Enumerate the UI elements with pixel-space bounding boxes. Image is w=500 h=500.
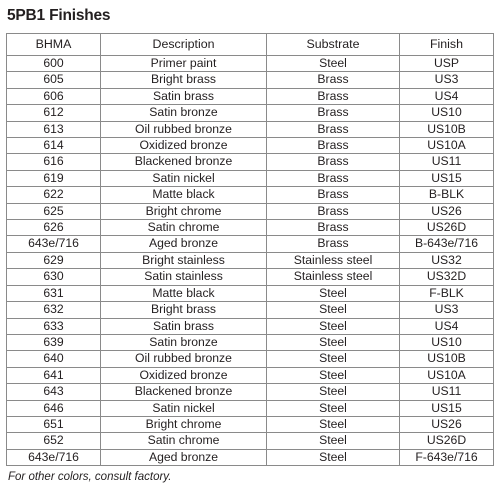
cell-substrate: Steel bbox=[267, 384, 400, 400]
cell-description: Satin nickel bbox=[101, 400, 267, 416]
cell-description: Matte black bbox=[101, 285, 267, 301]
cell-description: Satin chrome bbox=[101, 220, 267, 236]
cell-bhma: 606 bbox=[7, 88, 101, 104]
cell-description: Oil rubbed bronze bbox=[101, 121, 267, 137]
cell-finish: US10 bbox=[400, 334, 494, 350]
cell-finish: F-643e/716 bbox=[400, 449, 494, 465]
cell-description: Aged bronze bbox=[101, 449, 267, 465]
cell-substrate: Brass bbox=[267, 170, 400, 186]
cell-description: Matte black bbox=[101, 187, 267, 203]
table-body bbox=[7, 56, 494, 466]
cell-description: Bright stainless bbox=[101, 252, 267, 268]
cell-substrate: Brass bbox=[267, 121, 400, 137]
table-row bbox=[7, 220, 494, 236]
table-row bbox=[7, 88, 494, 104]
page-title: 5PB1 Finishes bbox=[7, 7, 111, 24]
cell-finish: US32D bbox=[400, 269, 494, 285]
cell-finish: US10B bbox=[400, 351, 494, 367]
cell-bhma: 619 bbox=[7, 170, 101, 186]
table-row bbox=[7, 318, 494, 334]
cell-finish: US3 bbox=[400, 302, 494, 318]
cell-finish: US3 bbox=[400, 72, 494, 88]
cell-bhma: 643e/716 bbox=[7, 236, 101, 252]
cell-substrate: Steel bbox=[267, 416, 400, 432]
cell-description: Satin brass bbox=[101, 88, 267, 104]
table-row bbox=[7, 154, 494, 170]
cell-substrate: Brass bbox=[267, 187, 400, 203]
table-header bbox=[7, 34, 494, 56]
cell-substrate: Brass bbox=[267, 154, 400, 170]
cell-substrate: Steel bbox=[267, 318, 400, 334]
cell-description: Satin chrome bbox=[101, 433, 267, 449]
cell-finish: B-BLK bbox=[400, 187, 494, 203]
cell-finish: US10A bbox=[400, 367, 494, 383]
cell-description: Oil rubbed bronze bbox=[101, 351, 267, 367]
cell-substrate: Stainless steel bbox=[267, 269, 400, 285]
cell-finish: US10 bbox=[400, 105, 494, 121]
cell-substrate: Steel bbox=[267, 400, 400, 416]
cell-finish: US15 bbox=[400, 400, 494, 416]
table-row bbox=[7, 187, 494, 203]
table-row bbox=[7, 351, 494, 367]
cell-finish: US10B bbox=[400, 121, 494, 137]
cell-bhma: 640 bbox=[7, 351, 101, 367]
cell-description: Satin bronze bbox=[101, 105, 267, 121]
table-row bbox=[7, 367, 494, 383]
cell-bhma: 605 bbox=[7, 72, 101, 88]
cell-bhma: 641 bbox=[7, 367, 101, 383]
finishes-table bbox=[6, 33, 494, 466]
table-row bbox=[7, 416, 494, 432]
cell-bhma: 643 bbox=[7, 384, 101, 400]
table-row bbox=[7, 170, 494, 186]
table-row bbox=[7, 105, 494, 121]
cell-finish: F-BLK bbox=[400, 285, 494, 301]
cell-finish: US10A bbox=[400, 138, 494, 154]
table-row bbox=[7, 252, 494, 268]
cell-bhma: 652 bbox=[7, 433, 101, 449]
cell-substrate: Steel bbox=[267, 433, 400, 449]
cell-finish: US26D bbox=[400, 433, 494, 449]
cell-description: Primer paint bbox=[101, 56, 267, 72]
cell-bhma: 622 bbox=[7, 187, 101, 203]
header-substrate: Substrate bbox=[267, 34, 400, 56]
cell-substrate: Brass bbox=[267, 138, 400, 154]
cell-finish: US11 bbox=[400, 154, 494, 170]
cell-substrate: Steel bbox=[267, 302, 400, 318]
cell-substrate: Brass bbox=[267, 203, 400, 219]
cell-bhma: 616 bbox=[7, 154, 101, 170]
table-row bbox=[7, 138, 494, 154]
cell-description: Bright chrome bbox=[101, 416, 267, 432]
cell-finish: US26 bbox=[400, 416, 494, 432]
cell-description: Oxidized bronze bbox=[101, 138, 267, 154]
cell-finish: US4 bbox=[400, 88, 494, 104]
cell-finish: USP bbox=[400, 56, 494, 72]
cell-finish: US11 bbox=[400, 384, 494, 400]
cell-bhma: 600 bbox=[7, 56, 101, 72]
cell-bhma: 630 bbox=[7, 269, 101, 285]
header-row bbox=[7, 34, 494, 56]
cell-substrate: Steel bbox=[267, 285, 400, 301]
table-row bbox=[7, 384, 494, 400]
cell-description: Oxidized bronze bbox=[101, 367, 267, 383]
table-row bbox=[7, 236, 494, 252]
cell-description: Bright brass bbox=[101, 72, 267, 88]
cell-substrate: Brass bbox=[267, 72, 400, 88]
table-row bbox=[7, 121, 494, 137]
table-row bbox=[7, 269, 494, 285]
table-row bbox=[7, 449, 494, 465]
table-row bbox=[7, 56, 494, 72]
cell-substrate: Steel bbox=[267, 351, 400, 367]
table-row bbox=[7, 203, 494, 219]
table-row bbox=[7, 433, 494, 449]
cell-bhma: 629 bbox=[7, 252, 101, 268]
cell-description: Blackened bronze bbox=[101, 384, 267, 400]
cell-substrate: Brass bbox=[267, 220, 400, 236]
cell-finish: US32 bbox=[400, 252, 494, 268]
table-row bbox=[7, 302, 494, 318]
cell-bhma: 632 bbox=[7, 302, 101, 318]
cell-substrate: Steel bbox=[267, 367, 400, 383]
cell-substrate: Steel bbox=[267, 449, 400, 465]
cell-bhma: 612 bbox=[7, 105, 101, 121]
cell-bhma: 614 bbox=[7, 138, 101, 154]
cell-substrate: Brass bbox=[267, 236, 400, 252]
header-bhma: BHMA bbox=[7, 34, 101, 56]
cell-substrate: Steel bbox=[267, 334, 400, 350]
cell-finish: B-643e/716 bbox=[400, 236, 494, 252]
cell-substrate: Steel bbox=[267, 56, 400, 72]
cell-finish: US15 bbox=[400, 170, 494, 186]
cell-substrate: Brass bbox=[267, 105, 400, 121]
cell-description: Satin bronze bbox=[101, 334, 267, 350]
table-row bbox=[7, 334, 494, 350]
cell-finish: US26 bbox=[400, 203, 494, 219]
cell-bhma: 613 bbox=[7, 121, 101, 137]
cell-substrate: Brass bbox=[267, 88, 400, 104]
cell-bhma: 631 bbox=[7, 285, 101, 301]
cell-bhma: 626 bbox=[7, 220, 101, 236]
cell-description: Bright chrome bbox=[101, 203, 267, 219]
table-row bbox=[7, 72, 494, 88]
cell-finish: US26D bbox=[400, 220, 494, 236]
cell-bhma: 633 bbox=[7, 318, 101, 334]
cell-bhma: 643e/716 bbox=[7, 449, 101, 465]
cell-substrate: Stainless steel bbox=[267, 252, 400, 268]
cell-description: Satin brass bbox=[101, 318, 267, 334]
table-row bbox=[7, 285, 494, 301]
cell-finish: US4 bbox=[400, 318, 494, 334]
cell-description: Blackened bronze bbox=[101, 154, 267, 170]
header-finish: Finish bbox=[400, 34, 494, 56]
cell-bhma: 639 bbox=[7, 334, 101, 350]
cell-bhma: 625 bbox=[7, 203, 101, 219]
cell-description: Bright brass bbox=[101, 302, 267, 318]
cell-bhma: 646 bbox=[7, 400, 101, 416]
cell-bhma: 651 bbox=[7, 416, 101, 432]
table-row bbox=[7, 400, 494, 416]
finishes-table-container bbox=[6, 33, 494, 466]
cell-description: Aged bronze bbox=[101, 236, 267, 252]
header-description: Description bbox=[101, 34, 267, 56]
cell-description: Satin nickel bbox=[101, 170, 267, 186]
footnote: For other colors, consult factory. bbox=[8, 471, 172, 483]
cell-description: Satin stainless bbox=[101, 269, 267, 285]
